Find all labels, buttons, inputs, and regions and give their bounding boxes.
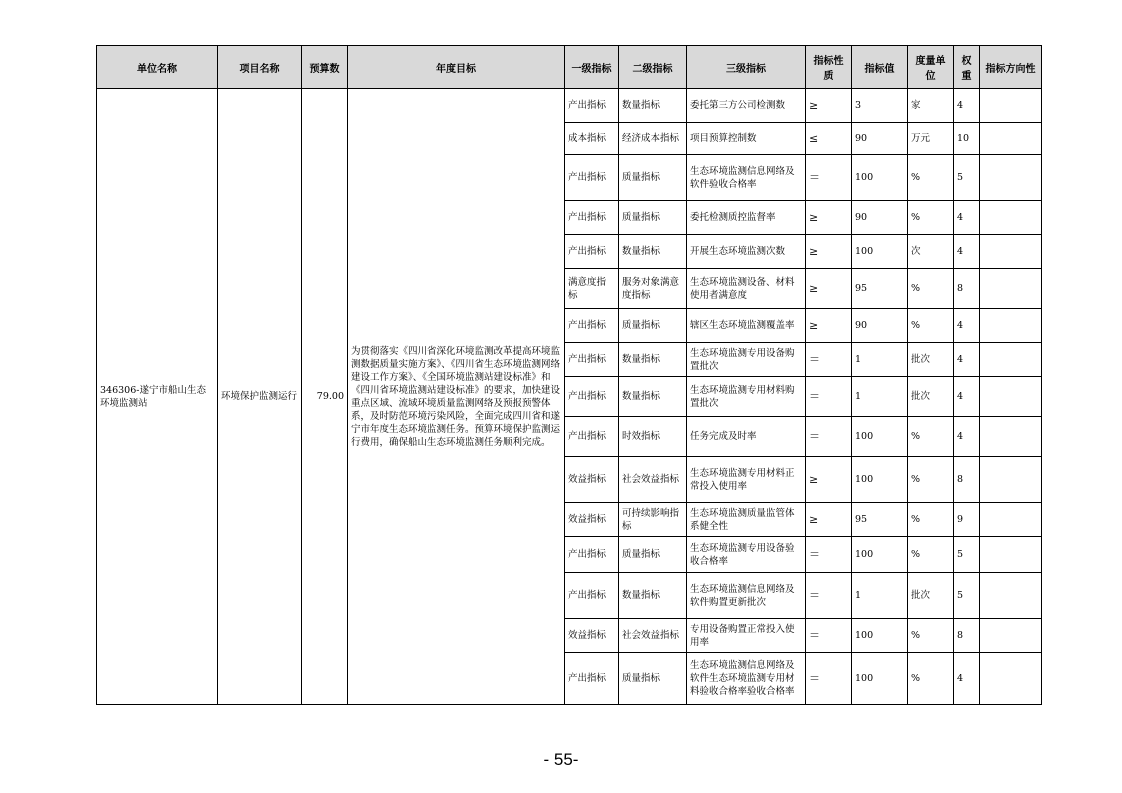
weight-cell: 4 (954, 89, 980, 123)
level2-indicator-cell: 数量指标 (619, 235, 687, 269)
direction-cell (980, 537, 1042, 573)
level3-indicator-cell: 任务完成及时率 (687, 417, 806, 457)
measure-unit-cell: % (908, 417, 954, 457)
header-level1-indicator: 一级指标 (565, 46, 619, 89)
indicator-nature-cell: ≥ (806, 503, 852, 537)
weight-cell: 4 (954, 343, 980, 377)
level3-indicator-cell: 委托检测质控监督率 (687, 201, 806, 235)
level2-indicator-cell: 可持续影响指标 (619, 503, 687, 537)
indicator-nature-cell: ≥ (806, 309, 852, 343)
indicator-nature-cell: ＝ (806, 537, 852, 573)
indicator-nature-cell: ＝ (806, 417, 852, 457)
indicator-value-cell: 1 (852, 573, 908, 619)
indicator-nature-cell: ≥ (806, 269, 852, 309)
level1-indicator-cell: 产出指标 (565, 653, 619, 705)
indicator-nature-cell: ＝ (806, 155, 852, 201)
level1-indicator-cell: 产出指标 (565, 537, 619, 573)
indicator-value-cell: 100 (852, 537, 908, 573)
level1-indicator-cell: 效益指标 (565, 457, 619, 503)
level1-indicator-cell: 成本指标 (565, 123, 619, 155)
indicator-value-cell: 90 (852, 309, 908, 343)
direction-cell (980, 235, 1042, 269)
indicator-nature-cell: ≤ (806, 123, 852, 155)
measure-unit-cell: 批次 (908, 377, 954, 417)
direction-cell (980, 201, 1042, 235)
measure-unit-cell: % (908, 201, 954, 235)
level2-indicator-cell: 数量指标 (619, 343, 687, 377)
level2-indicator-cell: 社会效益指标 (619, 457, 687, 503)
weight-cell: 8 (954, 619, 980, 653)
weight-cell: 4 (954, 653, 980, 705)
measure-unit-cell: % (908, 653, 954, 705)
measure-unit-cell: % (908, 309, 954, 343)
level1-indicator-cell: 产出指标 (565, 377, 619, 417)
level3-indicator-cell: 生态环境监测专用设备购置批次 (687, 343, 806, 377)
header-weight: 权重 (954, 46, 980, 89)
table-row (97, 89, 1042, 123)
level1-indicator-cell: 产出指标 (565, 343, 619, 377)
header-unit-name: 单位名称 (97, 46, 218, 89)
level2-indicator-cell: 经济成本指标 (619, 123, 687, 155)
indicator-nature-cell: ＝ (806, 343, 852, 377)
level1-indicator-cell: 效益指标 (565, 619, 619, 653)
budget-cell: 79.00 (302, 89, 348, 705)
project-name-cell: 环境保护监测运行 (218, 89, 302, 705)
weight-cell: 8 (954, 457, 980, 503)
level3-indicator-cell: 生态环境监测专用设备验收合格率 (687, 537, 806, 573)
weight-cell: 4 (954, 309, 980, 343)
indicator-nature-cell: ≥ (806, 457, 852, 503)
level2-indicator-cell: 质量指标 (619, 309, 687, 343)
measure-unit-cell: % (908, 269, 954, 309)
indicator-value-cell: 1 (852, 377, 908, 417)
header-direction: 指标方向性 (980, 46, 1042, 89)
measure-unit-cell: 批次 (908, 573, 954, 619)
level1-indicator-cell: 产出指标 (565, 89, 619, 123)
indicator-nature-cell: ＝ (806, 619, 852, 653)
measure-unit-cell: 次 (908, 235, 954, 269)
level2-indicator-cell: 时效指标 (619, 417, 687, 457)
level2-indicator-cell: 服务对象满意度指标 (619, 269, 687, 309)
measure-unit-cell: % (908, 619, 954, 653)
weight-cell: 5 (954, 537, 980, 573)
level3-indicator-cell: 生态环境监测信息网络及软件购置更新批次 (687, 573, 806, 619)
weight-cell: 4 (954, 201, 980, 235)
indicator-value-cell: 100 (852, 235, 908, 269)
level3-indicator-cell: 专用设备购置正常投入使用率 (687, 619, 806, 653)
header-measure-unit: 度量单位 (908, 46, 954, 89)
level1-indicator-cell: 产出指标 (565, 417, 619, 457)
level1-indicator-cell: 效益指标 (565, 503, 619, 537)
indicator-value-cell: 90 (852, 201, 908, 235)
level3-indicator-cell: 生态环境监测专用材料购置批次 (687, 377, 806, 417)
level3-indicator-cell: 生态环境监测设备、材料使用者满意度 (687, 269, 806, 309)
level3-indicator-cell: 辖区生态环境监测覆盖率 (687, 309, 806, 343)
indicator-value-cell: 100 (852, 155, 908, 201)
measure-unit-cell: 批次 (908, 343, 954, 377)
level3-indicator-cell: 项目预算控制数 (687, 123, 806, 155)
level3-indicator-cell: 生态环境监测质量监管体系健全性 (687, 503, 806, 537)
indicator-nature-cell: ≥ (806, 89, 852, 123)
direction-cell (980, 89, 1042, 123)
indicator-value-cell: 3 (852, 89, 908, 123)
level3-indicator-cell: 生态环境监测信息网络及软件生态环境监测专用材料验收合格率验收合格率 (687, 653, 806, 705)
indicator-value-cell: 95 (852, 269, 908, 309)
indicator-value-cell: 95 (852, 503, 908, 537)
annual-goal-cell: 为贯彻落实《四川省深化环境监测改革提高环境监测数据质量实施方案》、《四川省生态环境监测网络建设工作方案》、《全国环境监测站建设标准》和《四川省环境监测站建设标准》的要求，加快建设重点区域、流域环境质量监测网络及预报预警体系，及时防范环境污染风险，全面完成四川省和遂宁市年度生态环境监测任务。预算环境保护监测运行费用，确保船山生态环境监测任务顺利完成。 (348, 89, 565, 705)
header-indicator-nature: 指标性质 (806, 46, 852, 89)
measure-unit-cell: 家 (908, 89, 954, 123)
indicator-nature-cell: ＝ (806, 377, 852, 417)
page-number: - 55- (543, 750, 579, 769)
direction-cell (980, 573, 1042, 619)
level2-indicator-cell: 社会效益指标 (619, 619, 687, 653)
level2-indicator-cell: 质量指标 (619, 155, 687, 201)
direction-cell (980, 309, 1042, 343)
indicator-nature-cell: ＝ (806, 573, 852, 619)
measure-unit-cell: % (908, 503, 954, 537)
indicator-value-cell: 100 (852, 653, 908, 705)
indicator-value-cell: 1 (852, 343, 908, 377)
direction-cell (980, 123, 1042, 155)
level2-indicator-cell: 数量指标 (619, 89, 687, 123)
weight-cell: 5 (954, 155, 980, 201)
level1-indicator-cell: 产出指标 (565, 201, 619, 235)
direction-cell (980, 269, 1042, 309)
weight-cell: 4 (954, 377, 980, 417)
weight-cell: 9 (954, 503, 980, 537)
performance-target-table (96, 45, 1042, 705)
measure-unit-cell: % (908, 537, 954, 573)
header-annual-goal: 年度目标 (348, 46, 565, 89)
header-indicator-value: 指标值 (852, 46, 908, 89)
level2-indicator-cell: 质量指标 (619, 201, 687, 235)
header-level2-indicator: 二级指标 (619, 46, 687, 89)
indicator-value-cell: 100 (852, 619, 908, 653)
indicator-nature-cell: ＝ (806, 653, 852, 705)
indicator-value-cell: 90 (852, 123, 908, 155)
level3-indicator-cell: 委托第三方公司检测数 (687, 89, 806, 123)
level2-indicator-cell: 质量指标 (619, 653, 687, 705)
level2-indicator-cell: 数量指标 (619, 573, 687, 619)
level2-indicator-cell: 质量指标 (619, 537, 687, 573)
unit-name-cell: 346306-遂宁市船山生态环境监测站 (97, 89, 218, 705)
direction-cell (980, 417, 1042, 457)
header-budget: 预算数 (302, 46, 348, 89)
direction-cell (980, 619, 1042, 653)
weight-cell: 4 (954, 235, 980, 269)
measure-unit-cell: % (908, 457, 954, 503)
level3-indicator-cell: 生态环境监测信息网络及软件验收合格率 (687, 155, 806, 201)
level1-indicator-cell: 产出指标 (565, 573, 619, 619)
direction-cell (980, 343, 1042, 377)
weight-cell: 4 (954, 417, 980, 457)
indicator-value-cell: 100 (852, 457, 908, 503)
direction-cell (980, 653, 1042, 705)
indicator-nature-cell: ≥ (806, 235, 852, 269)
table-header-row (97, 46, 1042, 89)
header-project-name: 项目名称 (218, 46, 302, 89)
indicator-nature-cell: ≥ (806, 201, 852, 235)
indicator-value-cell: 100 (852, 417, 908, 457)
weight-cell: 10 (954, 123, 980, 155)
measure-unit-cell: 万元 (908, 123, 954, 155)
direction-cell (980, 503, 1042, 537)
level1-indicator-cell: 产出指标 (565, 309, 619, 343)
level3-indicator-cell: 开展生态环境监测次数 (687, 235, 806, 269)
weight-cell: 5 (954, 573, 980, 619)
level1-indicator-cell: 满意度指标 (565, 269, 619, 309)
direction-cell (980, 377, 1042, 417)
level3-indicator-cell: 生态环境监测专用材料正常投入使用率 (687, 457, 806, 503)
level1-indicator-cell: 产出指标 (565, 235, 619, 269)
direction-cell (980, 155, 1042, 201)
direction-cell (980, 457, 1042, 503)
weight-cell: 8 (954, 269, 980, 309)
level1-indicator-cell: 产出指标 (565, 155, 619, 201)
header-level3-indicator: 三级指标 (687, 46, 806, 89)
measure-unit-cell: % (908, 155, 954, 201)
level2-indicator-cell: 数量指标 (619, 377, 687, 417)
table-body (97, 89, 1042, 705)
